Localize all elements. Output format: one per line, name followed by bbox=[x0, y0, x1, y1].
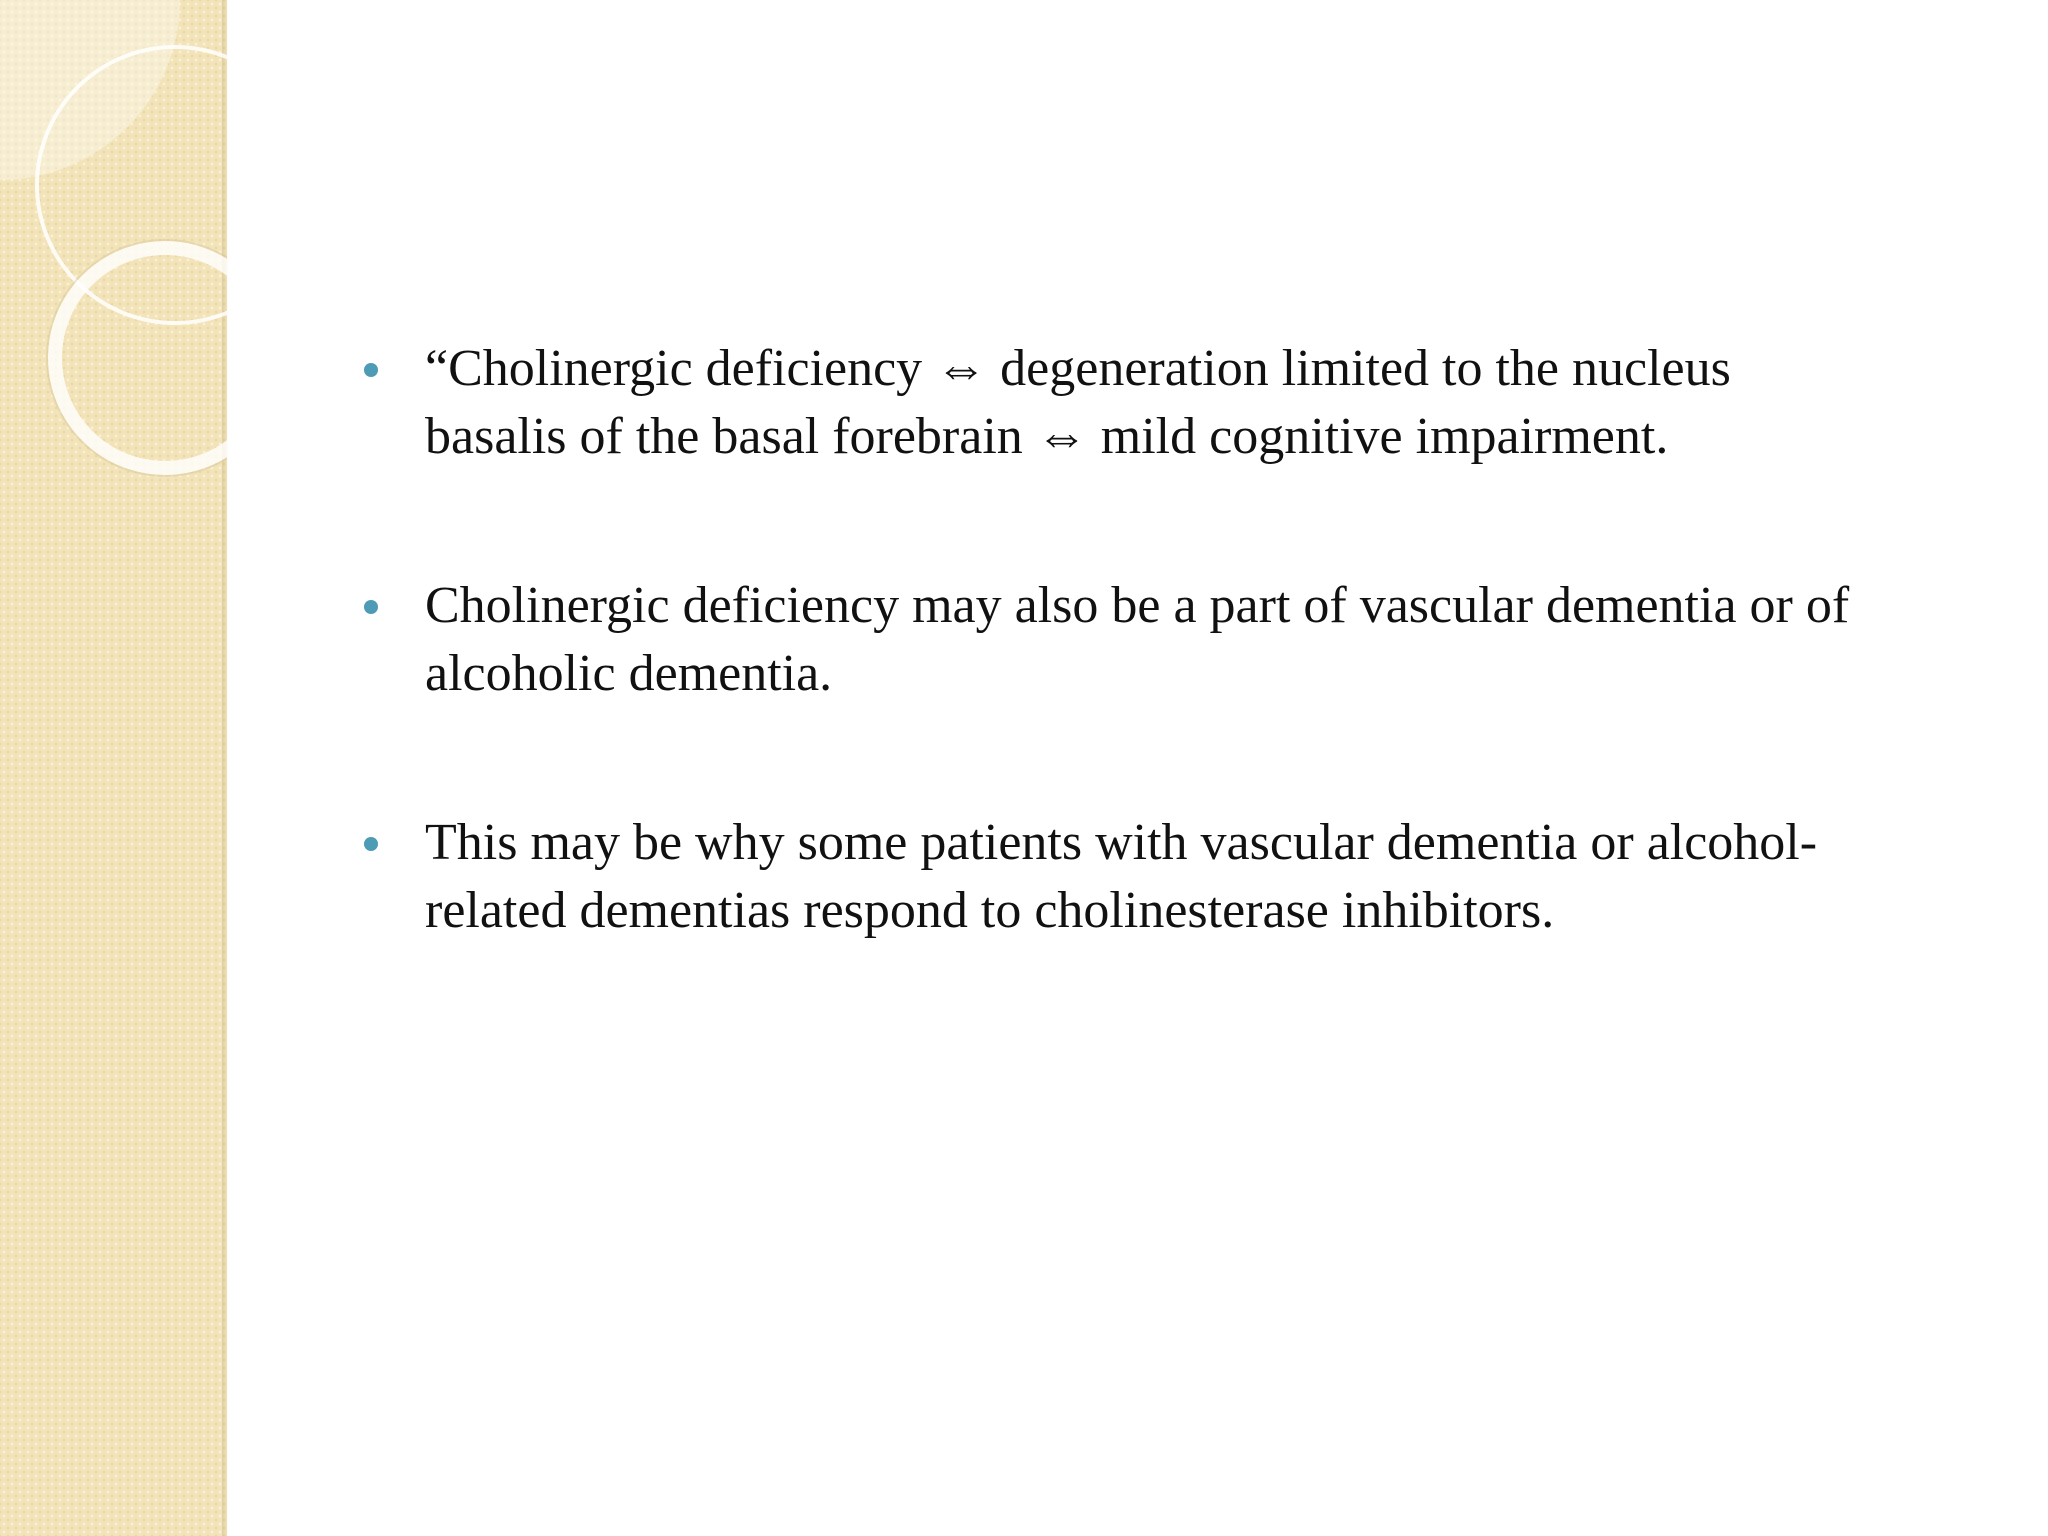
bullet-item-2 bbox=[360, 572, 2000, 708]
bullet-dot-icon bbox=[364, 363, 378, 377]
large-ring bbox=[37, 47, 227, 323]
decorative-rings bbox=[0, 0, 227, 520]
small-ring-shadow bbox=[47, 240, 227, 476]
bullet-3-line-2: related dementias respond to cholinesterase inhibitors. bbox=[425, 882, 1555, 939]
bullet-1-line-2: basalis of the basal forebrain ⇔ mild cognitive impairment. bbox=[425, 408, 1669, 465]
small-ring bbox=[55, 248, 227, 468]
bullet-2-line-2: alcoholic dementia. bbox=[425, 645, 833, 702]
bullet-dot-icon bbox=[364, 600, 378, 614]
bullet-dot-icon bbox=[364, 837, 378, 851]
bullet-item-1 bbox=[360, 335, 2000, 471]
bullet-list bbox=[360, 335, 2000, 1046]
bullet-item-3 bbox=[360, 809, 2000, 945]
bullet-2-line-1: Cholinergic deficiency may also be a part of vascular dementia or of bbox=[425, 577, 1850, 634]
bullet-3-line-1: This may be why some patients with vascular dementia or alcohol- bbox=[425, 814, 1818, 871]
bullet-1-line-1: “Cholinergic deficiency ⇔ degeneration limited to the nucleus bbox=[425, 340, 1731, 397]
